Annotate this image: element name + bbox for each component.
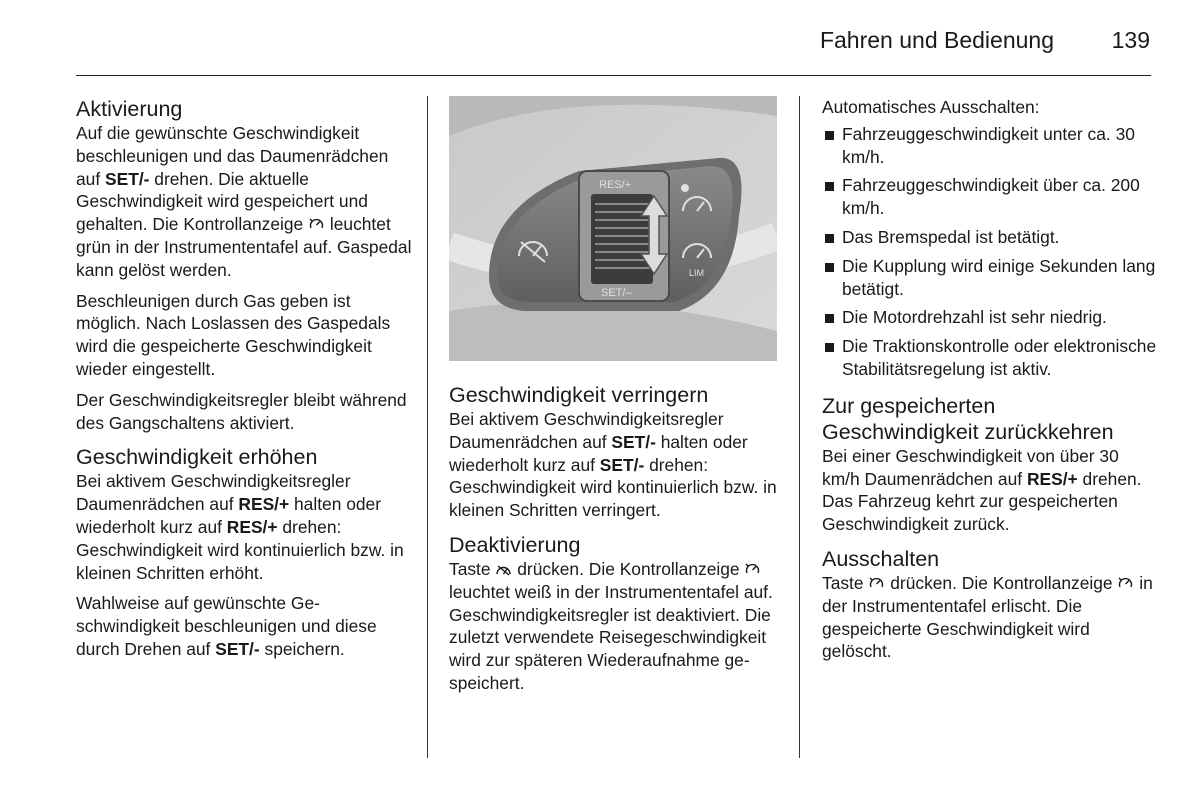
heading-aktivierung: Aktivierung [76, 97, 183, 121]
lim-label: LIM [689, 268, 705, 278]
bold-set-label: SET/- [215, 638, 260, 659]
text-run: drehen. Die aktuelle Geschwindigkeit wird gespeichert und gehalten. Die Kontrollanzeige [76, 168, 368, 235]
bold-set-label: SET/- [105, 168, 150, 189]
text-run: halten oder wiederholt kurz auf [76, 494, 382, 537]
column-divider-left [427, 96, 428, 758]
bold-res-label: RES/+ [238, 494, 290, 515]
paragraph-ausschalten [822, 572, 1157, 663]
text-run: drücken. Die Kontrollanzeige [512, 558, 745, 579]
cruise-control-indicator-icon [868, 576, 885, 591]
list-item: Fahrzeuggeschwindigkeit über ca. 200 km/h. [822, 174, 1157, 220]
text-run: Taste [449, 558, 496, 579]
text-run: Wahlweise auf gewünschte Geschwindigkeit beschleunigen und diese durch Drehen auf [76, 593, 377, 659]
paragraph-gas: Beschleunigen durch Gas geben ist möglich. Nach Loslassen des Gaspedals wird die gespeicherte Geschwindigkeit wieder eingestellt. [76, 290, 391, 379]
paragraph-wahlweise [76, 592, 416, 660]
paragraph-deaktivierung [449, 558, 784, 695]
cruise-cancel-icon [495, 562, 512, 577]
heading-zurueckkehren: Zur gespeicherten Geschwindigkeit zurückkehren [822, 393, 1114, 444]
text-run: Taste [822, 572, 869, 593]
list-item: Die Traktionskontrolle oder elektronische Stabilitätsregelung ist aktiv. [822, 335, 1157, 381]
text-run: drehen: Geschwindigkeit wird kontinuierlich bzw. in kleinen Schritten erhöht. [76, 516, 404, 583]
middle-column [449, 382, 784, 703]
list-item: Das Bremspedal ist betätigt. [822, 226, 1157, 249]
bold-set-label: SET/- [599, 454, 645, 475]
condition-list [822, 123, 1157, 381]
paragraph-gangschalten: Der Geschwindigkeitsregler bleibt während des Gangschaltens aktiviert. [76, 389, 407, 433]
paragraph-verringern [449, 408, 784, 522]
text-run: halten oder wiederholt kurz auf [449, 431, 748, 475]
bold-set-label: SET/- [611, 431, 656, 452]
list-item: Die Kupplung wird einige Sekunden lang betätigt. [822, 255, 1157, 301]
text-run: speichern. [259, 638, 345, 659]
res-label: RES/+ [599, 179, 632, 191]
header-divider [76, 75, 1151, 76]
text-run: drehen. Das Fahrzeug kehrt zur gespeicherten Geschwindigkeit zurück. [822, 468, 1142, 535]
text-run: leuchtet weiß in der Instrumententafel auf. Geschwindigkeitsregler ist deaktiviert. Die zuletzt verwendete Reisegeschwindigkeit wird zur späteren Wiederaufnahme gespeichert. [449, 581, 773, 693]
paragraph-auto-ausschalten: Automatisches Ausschalten: [822, 97, 1040, 117]
text-run: drücken. Die Kontrollanzeige [885, 572, 1118, 593]
header-title: Fahren und Bedienung [819, 27, 1054, 53]
heading-ausschalten: Ausschalten [822, 546, 940, 571]
cruise-control-indicator-icon [308, 217, 325, 232]
text-run: Bei einer Geschwindigkeit von über 30 km/h Daumenrädchen auf [822, 445, 1119, 489]
text-run: Bei aktivem Geschwindigkeitsregler Daumenrädchen auf [76, 471, 351, 515]
cruise-control-indicator-icon [744, 562, 761, 577]
paragraph-aktivierung [76, 122, 416, 282]
right-column [822, 96, 1157, 671]
heading-erhoehen: Geschwindigkeit erhöhen [76, 445, 318, 470]
heading-verringern: Geschwindigkeit verringern [449, 383, 709, 407]
paragraph-zurueckkehren [822, 445, 1157, 536]
list-item: Die Motordrehzahl ist sehr niedrig. [822, 306, 1157, 329]
steering-wheel-controls-photo [449, 96, 777, 361]
bold-res-label: RES/+ [226, 516, 278, 537]
text-run: in der Instrumententafel erlischt. Die gespeicherte Geschwindigkeit wird gelöscht. [822, 572, 1153, 662]
text-run: drehen: Geschwindigkeit wird kontinuierlich bzw. in kleinen Schritten verringert. [449, 454, 777, 521]
left-column [76, 96, 416, 669]
paragraph-erhoehen [76, 470, 416, 584]
heading-deaktivierung: Deaktivierung [449, 532, 581, 557]
page-number: 139 [1111, 27, 1150, 53]
cruise-control-indicator-icon [1117, 576, 1134, 591]
text-run: Auf die gewünschte Geschwindigkeit beschleunigen und das Daumenrädchen auf [76, 123, 389, 189]
text-run: Bei aktivem Geschwindigkeitsregler Daumenrädchen auf [449, 409, 724, 452]
list-item: Fahrzeuggeschwindigkeit unter ca. 30 km/h. [822, 123, 1157, 169]
column-divider-right [799, 96, 800, 758]
text-run: leuchtet grün in der Instrumententafel auf. Gaspedal kann gelöst werden. [76, 214, 412, 280]
bold-res-label: RES/+ [1026, 468, 1078, 489]
set-label: SET/– [601, 287, 632, 299]
